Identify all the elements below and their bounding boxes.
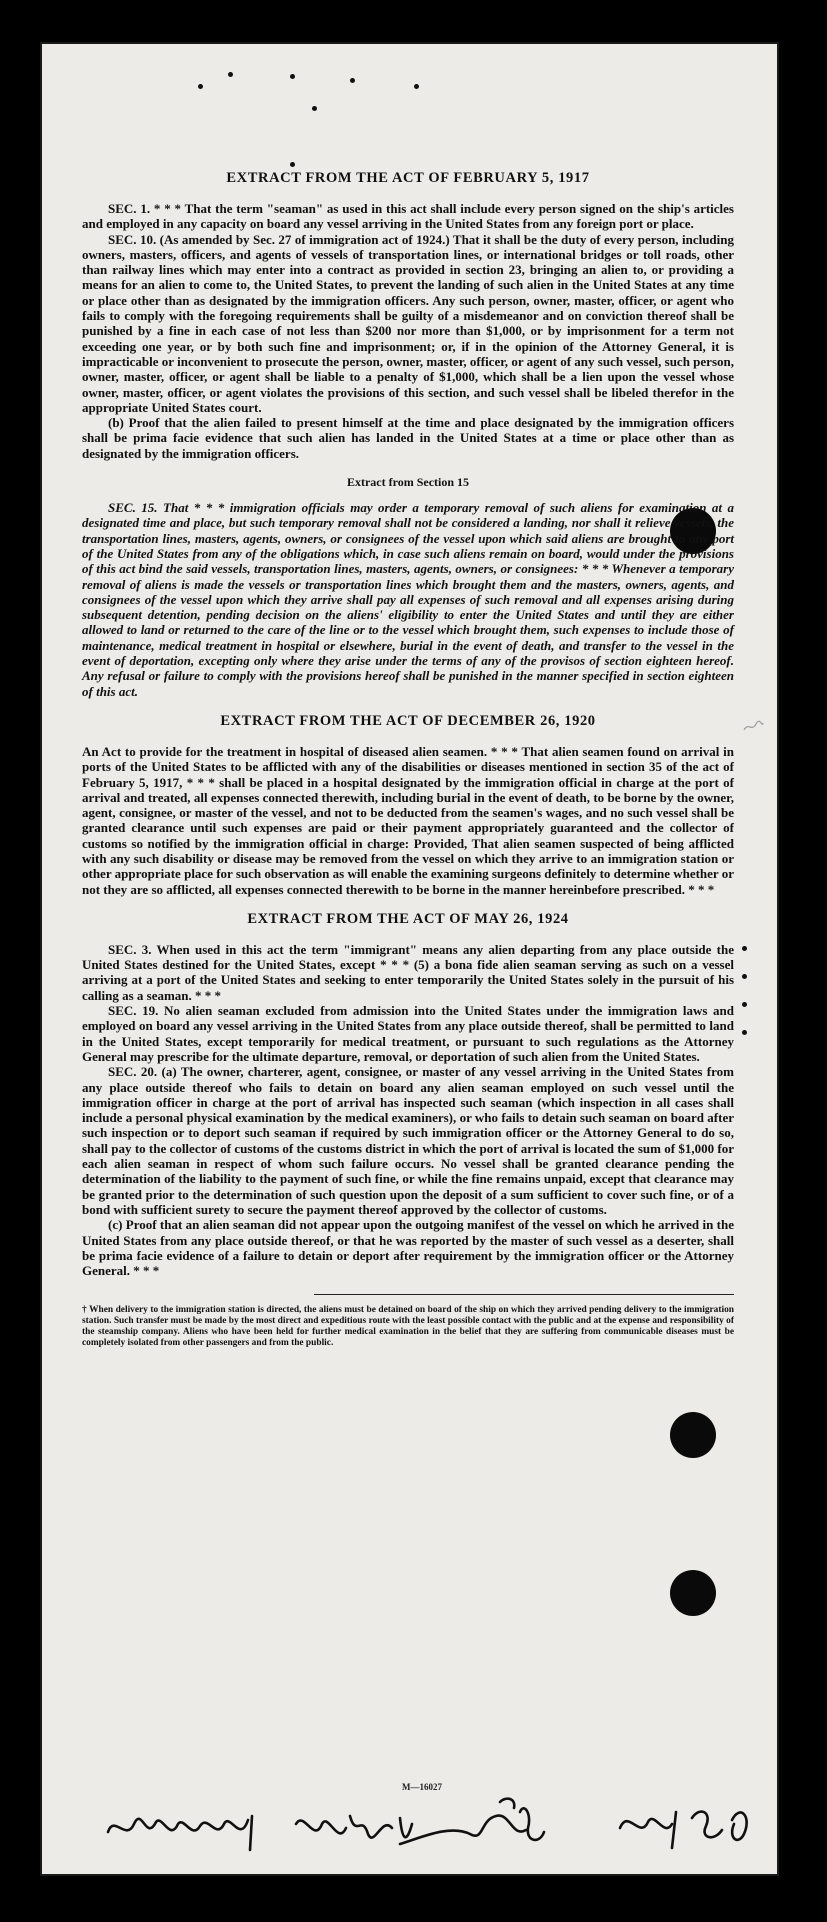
section-15-extract	[82, 475, 734, 699]
speck-mark	[312, 106, 317, 111]
margin-dot	[742, 974, 747, 979]
paragraph: SEC. 10. (As amended by Sec. 27 of immigration act of 1924.) That it shall be the duty of every person, including owners, masters, officers, and agents of vessels of transportation lines, or international bridges or toll roads, other than railway lines which may enter into a contract as provided in section 23, bringing an alien to, or providing a means for an alien to come to, the United States, to prevent the landing of such alien in the United States at any time or place other than as designated by the immigration officers. Any such person, owner, master, officer, or agent who fails to comply with the foregoing requirements shall be guilty of a misdemeanor and on conviction thereof shall be punished by a fine in each case of not less than $200 nor more than $1,000, or by imprisonment for a term not exceeding one year, or by both such fine and imprisonment; or, if in the opinion of the Attorney General, it is impracticable or inconvenient to prosecute the person, owner, master, officer, or agent of any such vessel, such person, owner, master, officer, or agent shall be liable to a penalty of $1,000, which shall be a lien upon the vessel whose owner, master, officer, or agent violates the provisions of this section, and such vessel shall be libeled therefor in the appropriate United States court.	[82, 231, 734, 415]
paragraph: (c) Proof that an alien seaman did not appear upon the outgoing manifest of the vessel on which he arrived in the United States from any place outside thereof, or that he was reported by the master of such vessel as a deserter, shall be prima facie evidence of a failure to detain or deport after requirement by the immigration officer or the Attorney General. * * *	[82, 1217, 734, 1279]
faint-pencil-mark	[742, 720, 764, 734]
section-act-1917	[82, 170, 734, 461]
section-heading: EXTRACT FROM THE ACT OF DECEMBER 26, 1920	[220, 712, 596, 729]
section-heading: EXTRACT FROM THE ACT OF FEBRUARY 5, 1917	[226, 170, 590, 186]
paragraph: An Act to provide for the treatment in hospital of diseased alien seamen. * * * That alien seamen found on arrival in ports of the United States to be afflicted with any of the disabilities or diseases mentioned in section 35 of the act of February 5, 1917, * * * shall be placed in a hospital designated by the immigration official in charge at the port of arrival and treated, all expenses connected therewith, including burial in the event of death, to be borne by the owner, agent, consignee, or master of the vessel, and not to be deducted from the seamen's wages, and no such vessel shall be granted clearance until such expenses are paid or their payment appropriately guaranteed and the collector of customs so notified by the immigration official in charge: Provided, That alien seamen suspected of being afflicted with any such disability or disease may be removed from the vessel on which they arrive to an immigration station or other appropriate place for such observation as will enable the examining surgeons definitely to determine whether or not they are so afflicted, all expenses connected therewith to be borne in the manner hereinbefore prescribed. * * *	[82, 743, 734, 897]
section-subheading: Extract from Section 15	[346, 475, 470, 490]
paragraph: SEC. 1. * * * That the term "seaman" as used in this act shall include every person signed on the ship's articles and employed in any capacity on board any vessel arriving in the United States from any foreign port or place.	[82, 201, 734, 232]
form-number: M—16027	[402, 1782, 442, 1792]
punch-hole	[670, 1412, 716, 1458]
document-page	[42, 44, 777, 1874]
margin-dot	[742, 946, 747, 951]
speck-mark	[198, 84, 203, 89]
speck-mark	[228, 72, 233, 77]
section-act-1920	[82, 713, 734, 897]
speck-mark	[290, 162, 295, 167]
section-heading: EXTRACT FROM THE ACT OF MAY 26, 1924	[247, 910, 569, 927]
margin-dot	[742, 1002, 747, 1007]
paragraph: (b) Proof that the alien failed to present himself at the time and place designated by the immigration officers shall be prima facie evidence that such alien has landed in the United States at a time or place other than as designated by the immigration officers.	[82, 415, 734, 461]
paragraph: SEC. 19. No alien seaman excluded from admission into the United States under the immigration laws and employed on board any vessel arriving in the United States from any place outside thereof, shall be permitted to land in the United States, except temporarily for medical treatment, or pursuant to such regulations as the Attorney General may prescribe for the ultimate departure, removal, or deportation of such alien from the United States.	[82, 1003, 734, 1064]
margin-dot	[742, 1030, 747, 1035]
paragraph: SEC. 3. When used in this act the term "immigrant" means any alien departing from any place outside the United States destined for the United States, except * * * (5) a bona fide alien seaman serving as such on a vessel arriving at a port of the United States and seeking to enter temporarily the United States solely in the pursuit of his calling as a seaman. * * *	[82, 941, 734, 1003]
paragraph: SEC. 15. That * * * immigration officials may order a temporary removal of such aliens for examination at a designated time and place, but such temporary removal shall not be considered a landing, nor shall it relieve vessels, the transportation lines, masters, agents, owners, or consignees of the vessel upon which said aliens are brought to any port of the United States from any of the obligations which, in case such aliens remain on board, would under the provisions of this act bind the said vessels, transportation lines, masters, agents, owners, or consignees: * * * Whenever a temporary removal of aliens is made the vessels or transportation lines which brought them and the masters, owners, agents, and consignees of the vessel upon which they arrive shall pay all expenses of such removal and all expenses arising during subsequent detention, pending decision on the aliens' eligibility to enter the United States and until they are either allowed to land or returned to the care of the line or to the vessel which brought them, such expenses to include those of maintenance, medical treatment in hospital or elsewhere, burial in the event of death, and transfer to the vessel in the event of deportation, excepting only where they arise under the terms of any of the provisos of section eighteen hereof. Any refusal or failure to comply with the provisions hereof shall be punished in the manner specified in section eighteen of this act.	[82, 500, 734, 699]
document-body	[82, 170, 734, 1359]
punch-hole	[670, 1570, 716, 1616]
speck-mark	[290, 74, 295, 79]
footnote: † When delivery to the immigration station is directed, the aliens must be detained on board of the ship on which they arrived pending delivery to the immigration station. Such transfer must be made by the most direct and expeditious route with the least possible contact with the public and at the expense and responsibility of the steamship company. Aliens who have been held for further medical examination in the belief that they are suffering from communicable diseases must be completely isolated from other passengers and from the public.	[82, 1305, 734, 1349]
section-act-1924	[82, 911, 734, 1279]
paragraph: SEC. 20. (a) The owner, charterer, agent, consignee, or master of any vessel arriving in the United States from any place outside thereof who fails to detain on board any alien seaman employed on such vessel until the immigration officer in charge at the port of arrival has inspected such seaman (which inspection in all cases shall include a personal physical examination by the medical examiners), or who fails to detain such seaman on board after such inspection or to deport such seaman if required by such immigration officer or the Attorney General to do so, shall pay to the collector of customs of the customs district in which the port of arrival is located the sum of $1,000 for each alien seaman in respect of whom such failure occurs. No vessel shall be granted clearance pending the determination of the liability to the payment of such fine, or while the fine remains unpaid, except that clearance may be granted prior to the determination of such question upon the deposit of a sum sufficient to cover such fine, or of a bond with sufficient surety to secure the payment thereof approved by the collector of customs.	[82, 1064, 734, 1217]
speck-mark	[414, 84, 419, 89]
footnote-divider	[314, 1294, 734, 1295]
handwritten-annotation	[100, 1794, 760, 1864]
speck-mark	[350, 78, 355, 83]
